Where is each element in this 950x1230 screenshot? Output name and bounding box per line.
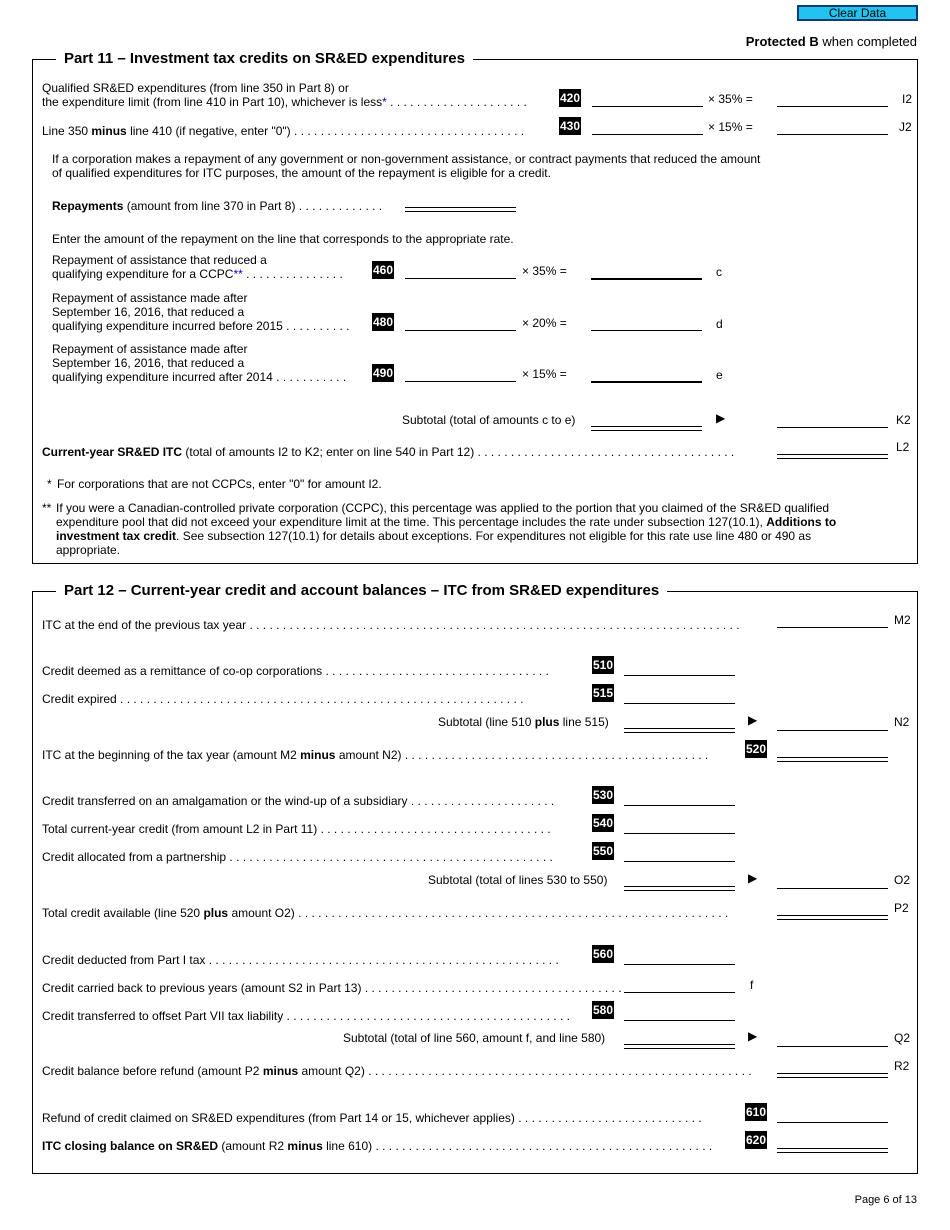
- line-610-input[interactable]: [777, 1122, 888, 1123]
- r480-rate: × 20% =: [522, 316, 567, 330]
- amount-j2-input[interactable]: [777, 134, 888, 135]
- subtotal-560-580-input[interactable]: [624, 1044, 735, 1049]
- letter-j2: J2: [899, 120, 912, 134]
- amount-d-input[interactable]: [591, 330, 702, 331]
- amount-r2-input[interactable]: [777, 1073, 888, 1078]
- r480-label-2: September 16, 2016, that reduced a: [52, 305, 245, 319]
- r480-label-1: Repayment of assistance made after: [52, 291, 248, 305]
- row420-label-2: the expenditure limit (from line 410 in Part 10), whichever is less* . . . . . . . . . . . . . . . . . . . . .: [42, 95, 527, 109]
- arrow-right-icon: ▶: [748, 713, 758, 727]
- line-420-input[interactable]: [592, 106, 703, 107]
- r490-label-1: Repayment of assistance made after: [52, 342, 248, 356]
- footnote-2-mark: **: [42, 501, 52, 515]
- letter-c: c: [716, 265, 722, 279]
- r460-rate: × 35% =: [522, 264, 567, 278]
- letter-m2: M2: [894, 613, 911, 627]
- row430-label: Line 350 minus line 410 (if negative, enter "0") . . . . . . . . . . . . . . . . . . . . . . . . . . . . . . . . . . .: [42, 124, 525, 138]
- r490-label-3: qualifying expenditure incurred after 2014 . . . . . . . . . . .: [52, 370, 347, 384]
- line-490-code: 490: [372, 366, 394, 380]
- subtotal-510-515-input[interactable]: [624, 728, 735, 733]
- r490-label-2: September 16, 2016, that reduced a: [52, 356, 245, 370]
- current-year-itc-label: Current-year SR&ED ITC (total of amounts I2 to K2; enter on line 540 in Part 12) . . . . . . . . . . . . . . . . . . . . . . . . . . . . . . . . . . . . . . .: [42, 445, 735, 459]
- repayment-note: If a corporation makes a repayment of any government or non-government assistance, or contract payments that reduced the amount of qualified expenditures for ITC purposes, the amount of the repayment is eligible for a credit.: [52, 152, 761, 180]
- r460-label-2: qualifying expenditure for a CCPC** . . . . . . . . . . . . . . .: [52, 267, 343, 281]
- amount-k2-input[interactable]: [777, 427, 888, 428]
- r550-label: Credit allocated from a partnership . . . . . . . . . . . . . . . . . . . . . . . . . . . . . . . . . . . . . . . . . . . . . . . . .: [42, 850, 553, 864]
- amount-p2-input[interactable]: [777, 915, 888, 920]
- r620-label: ITC closing balance on SR&ED (amount R2 minus line 610) . . . . . . . . . . . . . . . . . . . . . . . . . . . . . . . . . . . . . . . . . . . . . . . . . . .: [42, 1139, 713, 1153]
- amount-q2-input[interactable]: [777, 1046, 888, 1047]
- line-540-input[interactable]: [624, 833, 735, 834]
- letter-e: e: [716, 368, 723, 382]
- amount-e-input[interactable]: [591, 381, 702, 383]
- amount-f-input[interactable]: [624, 992, 735, 993]
- letter-l2: L2: [896, 440, 910, 454]
- line-580-input[interactable]: [624, 1020, 735, 1021]
- line-420-code: 420: [559, 91, 581, 105]
- m2-label: ITC at the end of the previous tax year . . . . . . . . . . . . . . . . . . . . . . . . . . . . . . . . . . . . . . . . . . . . . . . . . . . . . . . . . . . . . . . . . . . . . . . . . .: [42, 618, 740, 632]
- amount-c-input[interactable]: [591, 278, 702, 280]
- amount-o2-input[interactable]: [777, 888, 888, 889]
- r520-label: ITC at the beginning of the tax year (amount M2 minus amount N2) . . . . . . . . . . . . . . . . . . . . . . . . . . . . . . . . . . . . . . . . . . . . . .: [42, 748, 709, 762]
- p2-label: Total credit available (line 520 plus amount O2) . . . . . . . . . . . . . . . . . . . . . . . . . . . . . . . . . . . . . . . . . . . . . . . . . . . . . . . . . . . . . . . . .: [42, 906, 729, 920]
- line-510-code: 510: [592, 658, 614, 672]
- arrow-right-icon: ▶: [716, 411, 726, 425]
- letter-i2: I2: [902, 92, 913, 106]
- line-550-input[interactable]: [624, 861, 735, 862]
- line-580-code: 580: [592, 1003, 614, 1017]
- q2-subtotal-label: Subtotal (total of line 560, amount f, and line 580): [343, 1031, 606, 1045]
- line-620-input[interactable]: [777, 1148, 888, 1153]
- line-560-code: 560: [592, 947, 614, 961]
- letter-r2: R2: [894, 1059, 910, 1073]
- enter-repayment-note: Enter the amount of the repayment on the line that corresponds to the appropriate rate.: [52, 232, 514, 246]
- repayments-input[interactable]: [405, 207, 516, 212]
- amount-l2-input[interactable]: [777, 454, 888, 459]
- row430-rate: × 15% =: [708, 120, 753, 134]
- letter-p2: P2: [894, 901, 909, 915]
- r560-label: Credit deducted from Part I tax . . . . . . . . . . . . . . . . . . . . . . . . . . . . . . . . . . . . . . . . . . . . . . . . . . . . .: [42, 953, 559, 967]
- letter-o2: O2: [894, 873, 911, 887]
- line-515-code: 515: [592, 686, 614, 700]
- r460-label-1: Repayment of assistance that reduced a: [52, 253, 267, 267]
- letter-q2: Q2: [894, 1031, 911, 1045]
- letter-k2: K2: [896, 413, 911, 427]
- protected-b-label: Protected B when completed: [745, 34, 917, 49]
- r610-label: Refund of credit claimed on SR&ED expenditures (from Part 14 or 15, whichever applies) . . . . . . . . . . . . . . . . . . . . . . . . . . . .: [42, 1111, 702, 1125]
- page-number: Page 6 of 13: [854, 1194, 917, 1206]
- n2-subtotal-label: Subtotal (line 510 plus line 515): [438, 715, 609, 729]
- line-480-code: 480: [372, 315, 394, 329]
- footnote-2: If you were a Canadian-controlled private corporation (CCPC), this percentage was applied to the portion that you claimed of the SR&ED qualified expenditure pool that did not exceed your expenditure limit at the time. This percentage includes the rate under subsection 127(10.1), Additions to investment tax credit. See subsection 127(10.1) for details about exceptions. For expenditures not eligible for this rate use line 480 or 490 as appropriate.: [56, 501, 837, 557]
- o2-subtotal-label: Subtotal (total of lines 530 to 550): [428, 873, 608, 887]
- footnote-1: For corporations that are not CCPCs, enter "0" for amount I2.: [57, 477, 382, 491]
- line-510-input[interactable]: [624, 675, 735, 676]
- line-515-input[interactable]: [624, 703, 735, 704]
- line-550-code: 550: [592, 844, 614, 858]
- line-520-code: 520: [745, 742, 767, 756]
- footnote-1-mark: *: [47, 477, 52, 491]
- amount-n2-input[interactable]: [777, 730, 888, 731]
- line-430-input[interactable]: [592, 134, 703, 135]
- line-620-code: 620: [745, 1133, 767, 1147]
- line-540-code: 540: [592, 816, 614, 830]
- arrow-right-icon: ▶: [748, 1029, 758, 1043]
- row420-label-1: Qualified SR&ED expenditures (from line 350 in Part 8) or: [42, 81, 349, 95]
- line-530-input[interactable]: [624, 805, 735, 806]
- line-460-code: 460: [372, 263, 394, 277]
- r580-label: Credit transferred to offset Part VII tax liability . . . . . . . . . . . . . . . . . . . . . . . . . . . . . . . . . . . . . . . . . . .: [42, 1009, 570, 1023]
- letter-n2: N2: [894, 715, 910, 729]
- arrow-right-icon: ▶: [748, 871, 758, 885]
- line-430-code: 430: [559, 119, 581, 133]
- r530-label: Credit transferred on an amalgamation or the wind-up of a subsidiary . . . . . . . . . . . . . . . . . . . . . .: [42, 794, 555, 808]
- amount-i2-input[interactable]: [777, 106, 888, 107]
- r490-rate: × 15% =: [522, 367, 567, 381]
- r510-label: Credit deemed as a remittance of co-op corporations . . . . . . . . . . . . . . . . . . . . . . . . . . . . . . . . . .: [42, 664, 549, 678]
- subtotal-c-to-e-input[interactable]: [591, 426, 702, 431]
- line-610-code: 610: [745, 1105, 767, 1119]
- line-520-input[interactable]: [777, 757, 888, 762]
- r540-label: Total current-year credit (from amount L2 in Part 11) . . . . . . . . . . . . . . . . . . . . . . . . . . . . . . . . . . .: [42, 822, 551, 836]
- line-560-input[interactable]: [624, 964, 735, 965]
- r2-label: Credit balance before refund (amount P2 minus amount Q2) . . . . . . . . . . . . . . . . . . . . . . . . . . . . . . . . . . . . . . . . . . . . . . . . . . . . . . . . . .: [42, 1064, 752, 1078]
- r515-label: Credit expired . . . . . . . . . . . . . . . . . . . . . . . . . . . . . . . . . . . . . . . . . . . . . . . . . . . . . . . . . . . . .: [42, 692, 524, 706]
- line-480-input[interactable]: [405, 330, 516, 331]
- line-490-input[interactable]: [405, 381, 516, 382]
- amount-m2-input[interactable]: [777, 627, 888, 628]
- line-530-code: 530: [592, 788, 614, 802]
- subtotal-530-550-input[interactable]: [624, 886, 735, 891]
- letter-f: f: [750, 978, 754, 992]
- rf-label: Credit carried back to previous years (amount S2 in Part 13) . . . . . . . . . . . . . . . . . . . . . . . . . . . . . . . . . . . . . . .: [42, 981, 622, 995]
- repayments-label: Repayments (amount from line 370 in Part 8) . . . . . . . . . . . . .: [52, 199, 383, 213]
- line-460-input[interactable]: [405, 278, 516, 279]
- clear-data-button[interactable]: Clear Data: [797, 5, 918, 21]
- letter-d: d: [716, 317, 723, 331]
- part12-title: Part 12 – Current-year credit and account balances – ITC from SR&ED expenditures: [56, 582, 667, 599]
- r480-label-3: qualifying expenditure incurred before 2015 . . . . . . . . . .: [52, 319, 350, 333]
- part11-title: Part 11 – Investment tax credits on SR&ED expenditures: [56, 50, 473, 67]
- row420-rate: × 35% =: [708, 92, 753, 106]
- subtotal-k2-label: Subtotal (total of amounts c to e): [402, 413, 576, 427]
